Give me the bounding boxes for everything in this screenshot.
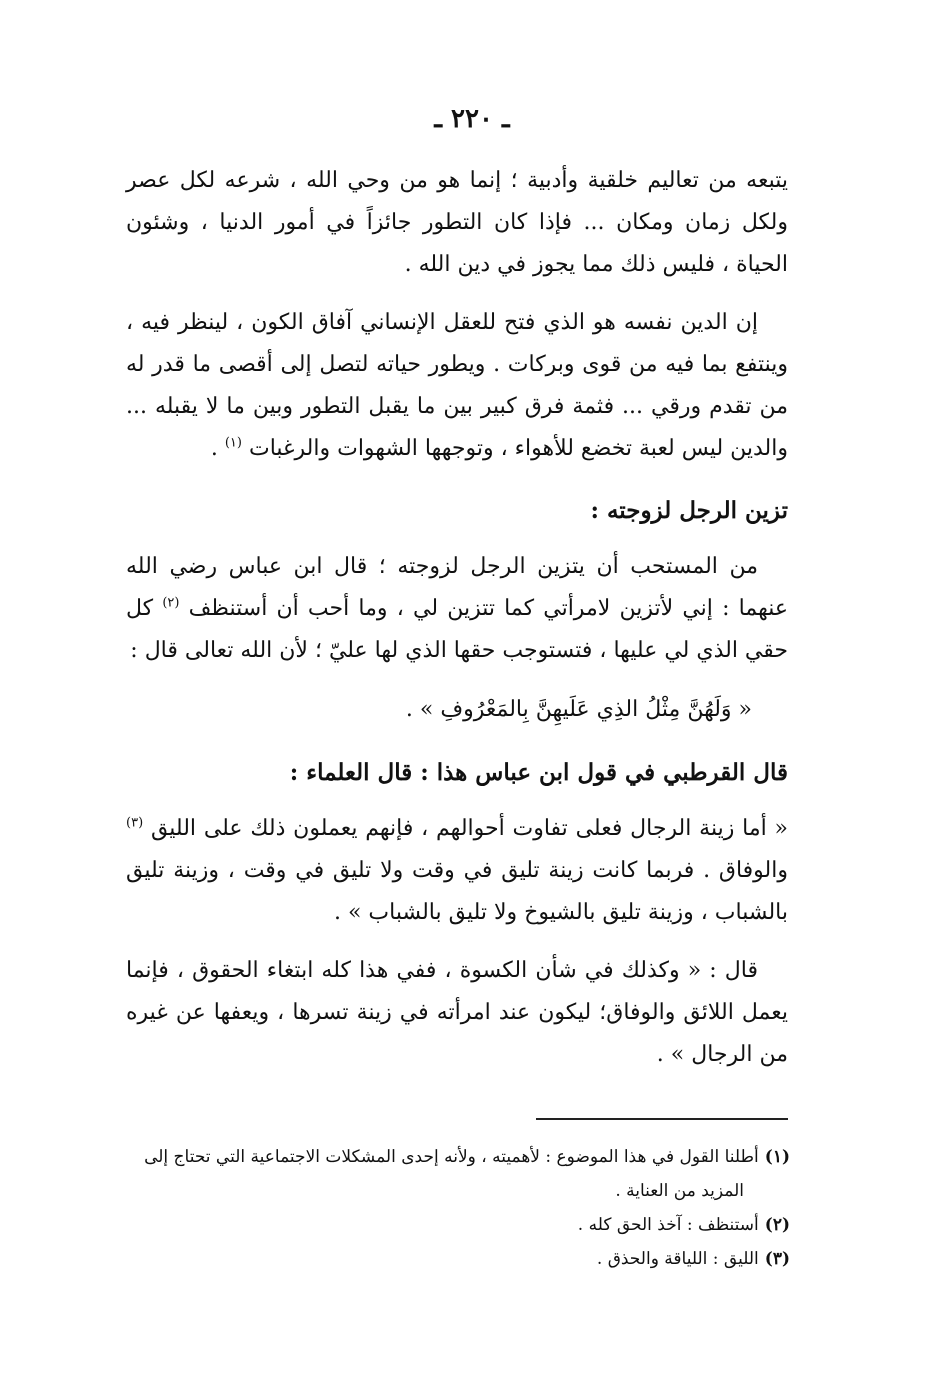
- footnote-3: [120, 1242, 790, 1276]
- main-text: [126, 160, 788, 1092]
- section-heading-2: قال القرطبي في قول ابن عباس هذا : قال العلماء :: [289, 759, 788, 786]
- quran-verse: « وَلَهُنَّ مِثْلُ الذِي عَلَيهِنَّ بِالمَعْرُوفِ » .: [405, 697, 752, 722]
- footnote-1: [120, 1140, 790, 1174]
- footnote-1-continued: المزيد من العناية .: [615, 1181, 744, 1201]
- paragraph-2-end: .: [210, 436, 225, 461]
- footnote-text: أستنظف : آخذ الحق كله .: [577, 1215, 759, 1235]
- paragraph-4: [126, 808, 788, 934]
- footnote-ref-1: (١): [224, 435, 242, 451]
- paragraph-4-text-b: والوفاق . فربما كانت زينة تليق في وقت ولا تليق في وقت ، وزينة تليق بالشباب ، وزينة تليق بالشيوخ ولا تليق بالشباب » .: [126, 858, 788, 925]
- footnote-number: (٢): [764, 1215, 790, 1235]
- footnotes: [120, 1140, 790, 1276]
- footnote-divider: [536, 1118, 788, 1120]
- paragraph-2: [126, 302, 788, 470]
- section-heading-1: تزين الرجل لزوجته :: [590, 497, 788, 524]
- page-number: ـ ٢٢٠ ـ: [434, 104, 510, 134]
- paragraph-3-text-a: من المستحب أن يتزين الرجل لزوجته ؛ قال ابن عباس رضي الله عنهما : إني لأتزين لامرأتي كما تتزين لي ، وما أحب أن أستنظف: [126, 554, 788, 621]
- paragraph-4-text-a: « أما زينة الرجال فعلى تفاوت أحوالهم ، فإنهم يعملون ذلك على الليق: [150, 816, 788, 841]
- footnote-ref-2: (٢): [162, 595, 180, 611]
- footnote-2: [120, 1208, 790, 1242]
- paragraph-5: قال : « وكذلك في شأن الكسوة ، ففي هذا كله ابتغاء الحقوق ، فإنما يعمل اللائق والوفاق؛ ليكون عند امرأته في زينة تسرها ، ويعفها عن غيره من الرجال » .: [126, 958, 788, 1067]
- footnote-ref-3: (٣): [126, 815, 144, 831]
- paragraph-3: [126, 546, 788, 672]
- footnote-text: أطلنا القول في هذا الموضوع : لأهميته ، ولأنه إحدى المشكلات الاجتماعية التي تحتاج إلى: [144, 1147, 759, 1167]
- paragraph-2-text: إن الدين نفسه هو الذي فتح للعقل الإنساني آفاق الكون ، لينظر فيه ، وينتفع بما فيه من قوى وبركات . ويطور حياته لتصل إلى أقصى ما قدر له من تقدم ورقي ... فثمة فرق كبير بين ما يقبل التطور وبين ما لا يقبله ... والدين ليس لعبة تخضع للأهواء ، وتوجهها الشهوات والرغبات: [126, 310, 788, 461]
- paragraph-1: يتبعه من تعاليم خلقية وأدبية ؛ إنما هو من وحي الله ، شرعه لكل عصر ولكل زمان ومكان ... فإذا كان التطور جائزاً في أمور الدنيا ، وشئون الحياة ، فليس ذلك مما يجوز في دين الله .: [126, 168, 788, 277]
- footnote-number: (٣): [764, 1249, 790, 1269]
- footnote-number: (١): [764, 1147, 790, 1167]
- paragraph-3-text-b: كل حقي الذي لي عليها ، فتستوجب حقها الذي لها عليّ ؛ لأن الله تعالى قال :: [126, 596, 788, 663]
- footnote-text: الليق : اللياقة والحذق .: [596, 1249, 759, 1269]
